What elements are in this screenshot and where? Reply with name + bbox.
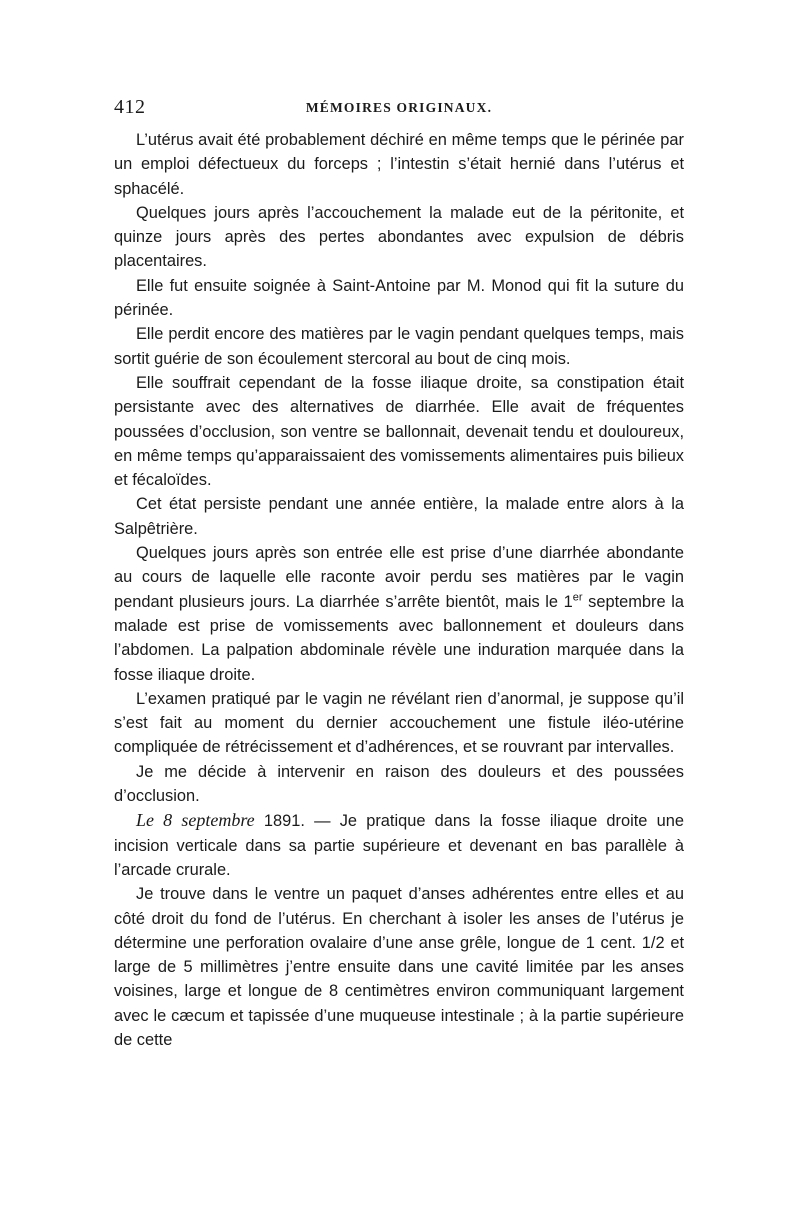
paragraph: Elle souffrait cependant de la fosse iliaque droite, sa constipation était persistante avec des alternatives de diarrhée. Elle avait de fréquentes poussées d’occlusion, son ventre se ballonnait, devenait tendu et douloureux, en même temps qu’apparaissaient des vomissements alimentaires puis bilieux et fécaloïdes.	[114, 373, 684, 490]
paragraph: Je me décide à intervenir en raison des douleurs et des poussées d’occlusion.	[114, 762, 684, 806]
page-header	[114, 96, 684, 126]
paragraph: Je trouve dans le ventre un paquet d’anses adhérentes entre elles et au côté droit du fond de l’utérus. En cherchant à isoler les anses de l’utérus je détermine une perforation ovalaire d’une anse grêle, longue de 1 cent. 1/2 et large de 5 millimètres j’entre ensuite dans une cavité limitée par les anses voisines, large et longue de 8 centimètres environ communiquant largement avec le cæcum et tapissée d’une muqueuse intestinale ; à la partie supérieure de cette	[114, 885, 684, 1049]
paragraph: Quelques jours après l’accouchement la malade eut de la péritonite, et quinze jours après des pertes abondantes avec expulsion de débris placentaires.	[114, 203, 684, 271]
paragraph: L’utérus avait été probablement déchiré en même temps que le périnée par un emploi défectueux du forceps ; l’intestin s’était hernié dans l’utérus et sphacélé.	[114, 131, 684, 198]
paragraph-text: 1891. — Je pratique dans la fosse iliaque droite une incision verticale dans sa partie supérieure et devenant en bas parallèle à l’arcade crurale.	[114, 812, 684, 879]
paragraph: Elle perdit encore des matières par le vagin pendant quelques temps, mais sortit guérie de son écoulement stercoral au bout de cinq mois.	[114, 325, 684, 368]
date-italic: Le 8 septembre	[136, 810, 255, 831]
paragraph	[114, 808, 684, 882]
paragraph-text: septembre la malade est prise de vomissements avec ballonnement et douleurs dans l’abdomen. La palpation abdominale révèle une induration marquée dans la fosse iliaque droite.	[114, 592, 684, 684]
paragraph	[114, 541, 684, 687]
paragraph: Cet état persiste pendant une année entière, la malade entre alors à la Salpêtrière.	[114, 495, 684, 538]
page-number: 412	[114, 96, 146, 118]
body-text	[114, 128, 684, 1052]
paragraph: L’examen pratiqué par le vagin ne révélant rien d’anormal, je suppose qu’il s’est fait au moment du dernier accouchement une fistule iléo-utérine compliquée de rétrécissement et d’adhérences, et se rouvrant par intervalles.	[114, 689, 684, 757]
document-page	[114, 96, 684, 1052]
paragraph: Elle fut ensuite soignée à Saint-Antoine par M. Monod qui fit la suture du périnée.	[114, 276, 684, 320]
ordinal-superscript: er	[572, 591, 583, 604]
running-head: MÉMOIRES ORIGINAUX.	[305, 100, 493, 115]
paragraph-text: Quelques jours après son entrée elle est prise d’une diarrhée abondante au cours de laquelle elle raconte avoir perdu ses matières par le vagin pendant plusieurs jours. La diarrhée s’arrête bientôt, mais le 1	[114, 544, 684, 611]
